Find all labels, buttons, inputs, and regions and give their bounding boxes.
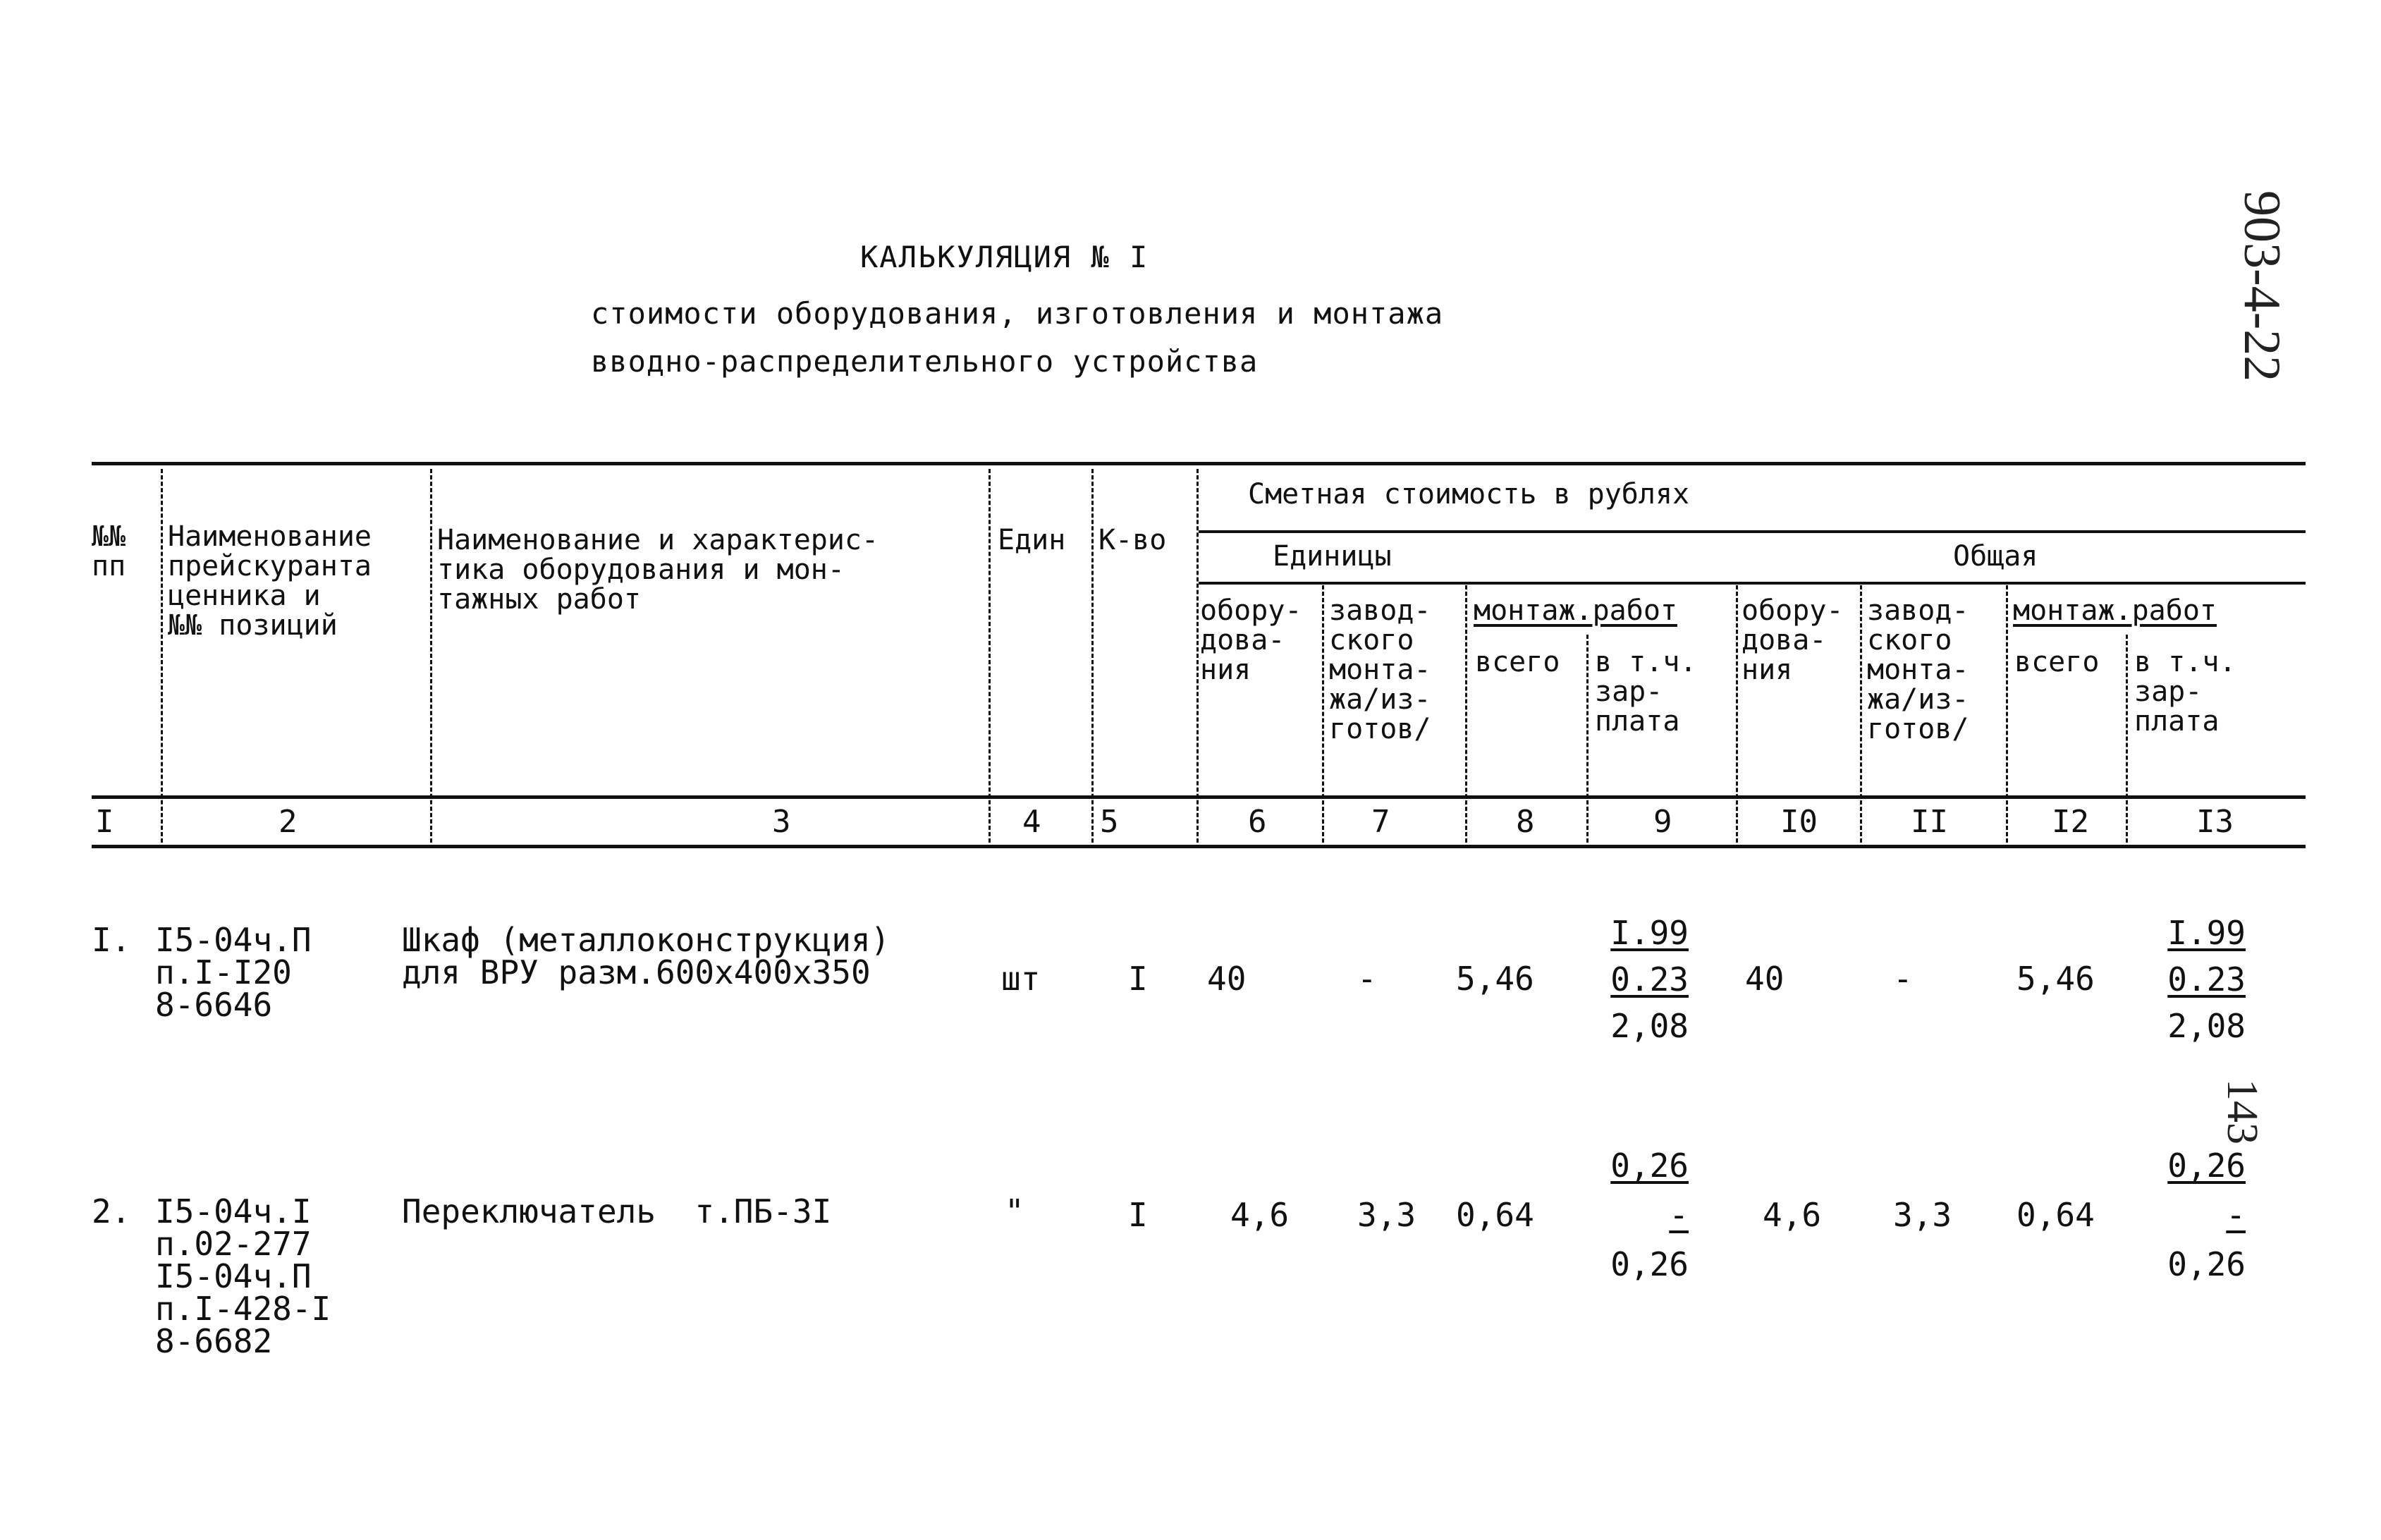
header-equipment: обору- дова- ния [1200,594,1302,686]
col-number: 8 [1516,804,1535,840]
row-2-factory: 3,3 [1357,1196,1416,1234]
col-number: 9 [1653,804,1672,840]
row-1-factory: - [1357,960,1377,998]
side-code: 903-4-22 [2233,190,2291,382]
row-2-total-wage-bottom: 0,26 [2167,1245,2246,1283]
row-2-wage-top-value: 0,26 [1610,1147,1689,1185]
row-1-wage-mid-value: 0.23 [1610,960,1689,998]
document-subtitle-line-2: вводно-распределительного устройства [591,344,1259,379]
row-2-total-wage-top-value: 0,26 [2167,1147,2246,1185]
header-quantity: К-во [1098,524,1167,556]
document-subtitle-line-1: стоимости оборудования, изготовления и монтажа [591,296,1444,331]
col-divider-8 [1586,635,1589,843]
row-1-total-equipment: 40 [1745,960,1785,998]
header-bottom-rule [92,795,2306,799]
subheader-rule [1199,582,2306,585]
row-1-number: I. [92,921,131,959]
row-1-name: Шкаф (металлоконструкция) для ВРУ разм.600х400х350 [402,921,890,991]
row-2-total-wage-top [2154,1142,2246,1189]
row-1-total-wage-mid [2154,956,2246,1003]
header-total-factory: завод- ского монта- жа/из- готов/ [1867,594,1969,745]
col-divider-2 [430,469,432,843]
row-1-total-wage-top-value: I.99 [2167,914,2246,952]
header-factory: завод- ского монта- жа/из- готов/ [1329,594,1431,745]
header-mount-total: всего [1475,646,1560,678]
col-number: 5 [1100,804,1119,840]
header-unit-cost: Единицы [1273,540,1392,573]
row-2-total-mount: 0,64 [2016,1196,2095,1234]
header-mounting: монтаж.работ [1474,594,1677,627]
table-top-rule [92,462,2306,465]
row-2-wage-mid-value: - [1669,1196,1689,1234]
col-number: I [95,804,114,840]
header-price-list: Наименование прейскуранта ценника и №№ позиций [168,520,372,642]
col-number: 7 [1371,804,1390,840]
col-number: I2 [2052,804,2089,840]
col-number: 4 [1022,804,1041,840]
row-2-qty: I [1128,1196,1148,1234]
row-2-unit: " [1005,1192,1024,1230]
col-number: II [1911,804,1948,840]
col-divider-5 [1196,469,1199,843]
header-total-mount-total: всего [2014,646,2100,678]
row-1-total-mount: 5,46 [2016,960,2095,998]
header-total-equipment: обору- дова- ния [1742,594,1844,686]
row-2-total-wage-mid-value: - [2226,1196,2246,1234]
header-total-mounting: монтаж.работ [2013,594,2217,627]
header-total-cost: Общая [1953,540,2038,573]
row-2-wage-bottom: 0,26 [1610,1245,1689,1283]
row-2-price-ref: I5-04ч.I п.02-277 I5-04ч.П п.I-428-I 8-6682 [155,1192,331,1360]
col-divider-3 [988,469,991,843]
page-number: 143 [2218,1079,2266,1144]
header-description: Наименование и характерис- тика оборудования и мон- тажных работ [437,524,879,616]
row-1-total-wage-bottom: 2,08 [2167,1007,2246,1045]
row-1-wage-top [1597,910,1689,956]
cost-header-rule [1199,530,2306,533]
row-1-qty: I [1128,960,1148,998]
col-divider-4 [1091,469,1094,843]
row-2-name: Переключатель т.ПБ-3I [402,1192,832,1230]
row-2-wage-top [1597,1142,1689,1189]
row-1-mount-total: 5,46 [1456,960,1534,998]
row-1-total-wage-top [2154,910,2246,956]
row-2-total-wage-mid [2154,1192,2246,1238]
col-number: 3 [772,804,791,840]
col-divider-6 [1322,585,1324,843]
row-2-equipment: 4,6 [1230,1196,1290,1234]
col-divider-11 [2006,585,2008,843]
col-divider-10 [1860,585,1862,843]
row-2-total-factory: 3,3 [1893,1196,1952,1234]
header-mount-wage: в т.ч. зар- плата [1595,646,1697,738]
row-2-mount-total: 0,64 [1456,1196,1534,1234]
header-cost: Сметная стоимость в рублях [1248,478,1690,511]
row-2-number: 2. [92,1192,131,1230]
col-divider-7 [1465,585,1467,843]
col-number: 2 [279,804,298,840]
col-number: I0 [1780,804,1818,840]
row-1-unit: шт [1001,960,1041,998]
header-row-number: №№ пп [92,520,126,582]
col-number: I3 [2196,804,2234,840]
header-total-mount-wage: в т.ч. зар- плата [2134,646,2236,738]
header-unit: Един [998,524,1066,556]
column-numbers-rule [92,845,2306,848]
col-number: 6 [1248,804,1267,840]
row-1-wage-mid [1597,956,1689,1003]
row-1-wage-top-value: I.99 [1610,914,1689,952]
row-1-total-factory: - [1893,960,1913,998]
row-1-total-wage-mid-value: 0.23 [2167,960,2246,998]
row-2-wage-mid [1597,1192,1689,1238]
col-divider-9 [1736,585,1738,843]
col-divider-1 [161,469,163,843]
col-divider-12 [2126,635,2128,843]
row-1-equipment: 40 [1207,960,1247,998]
row-1-wage-bottom: 2,08 [1610,1007,1689,1045]
row-1-price-ref: I5-04ч.П п.I-I20 8-6646 [155,921,312,1024]
document-title: КАЛЬКУЛЯЦИЯ № I [860,240,1149,274]
row-2-total-equipment: 4,6 [1763,1196,1822,1234]
